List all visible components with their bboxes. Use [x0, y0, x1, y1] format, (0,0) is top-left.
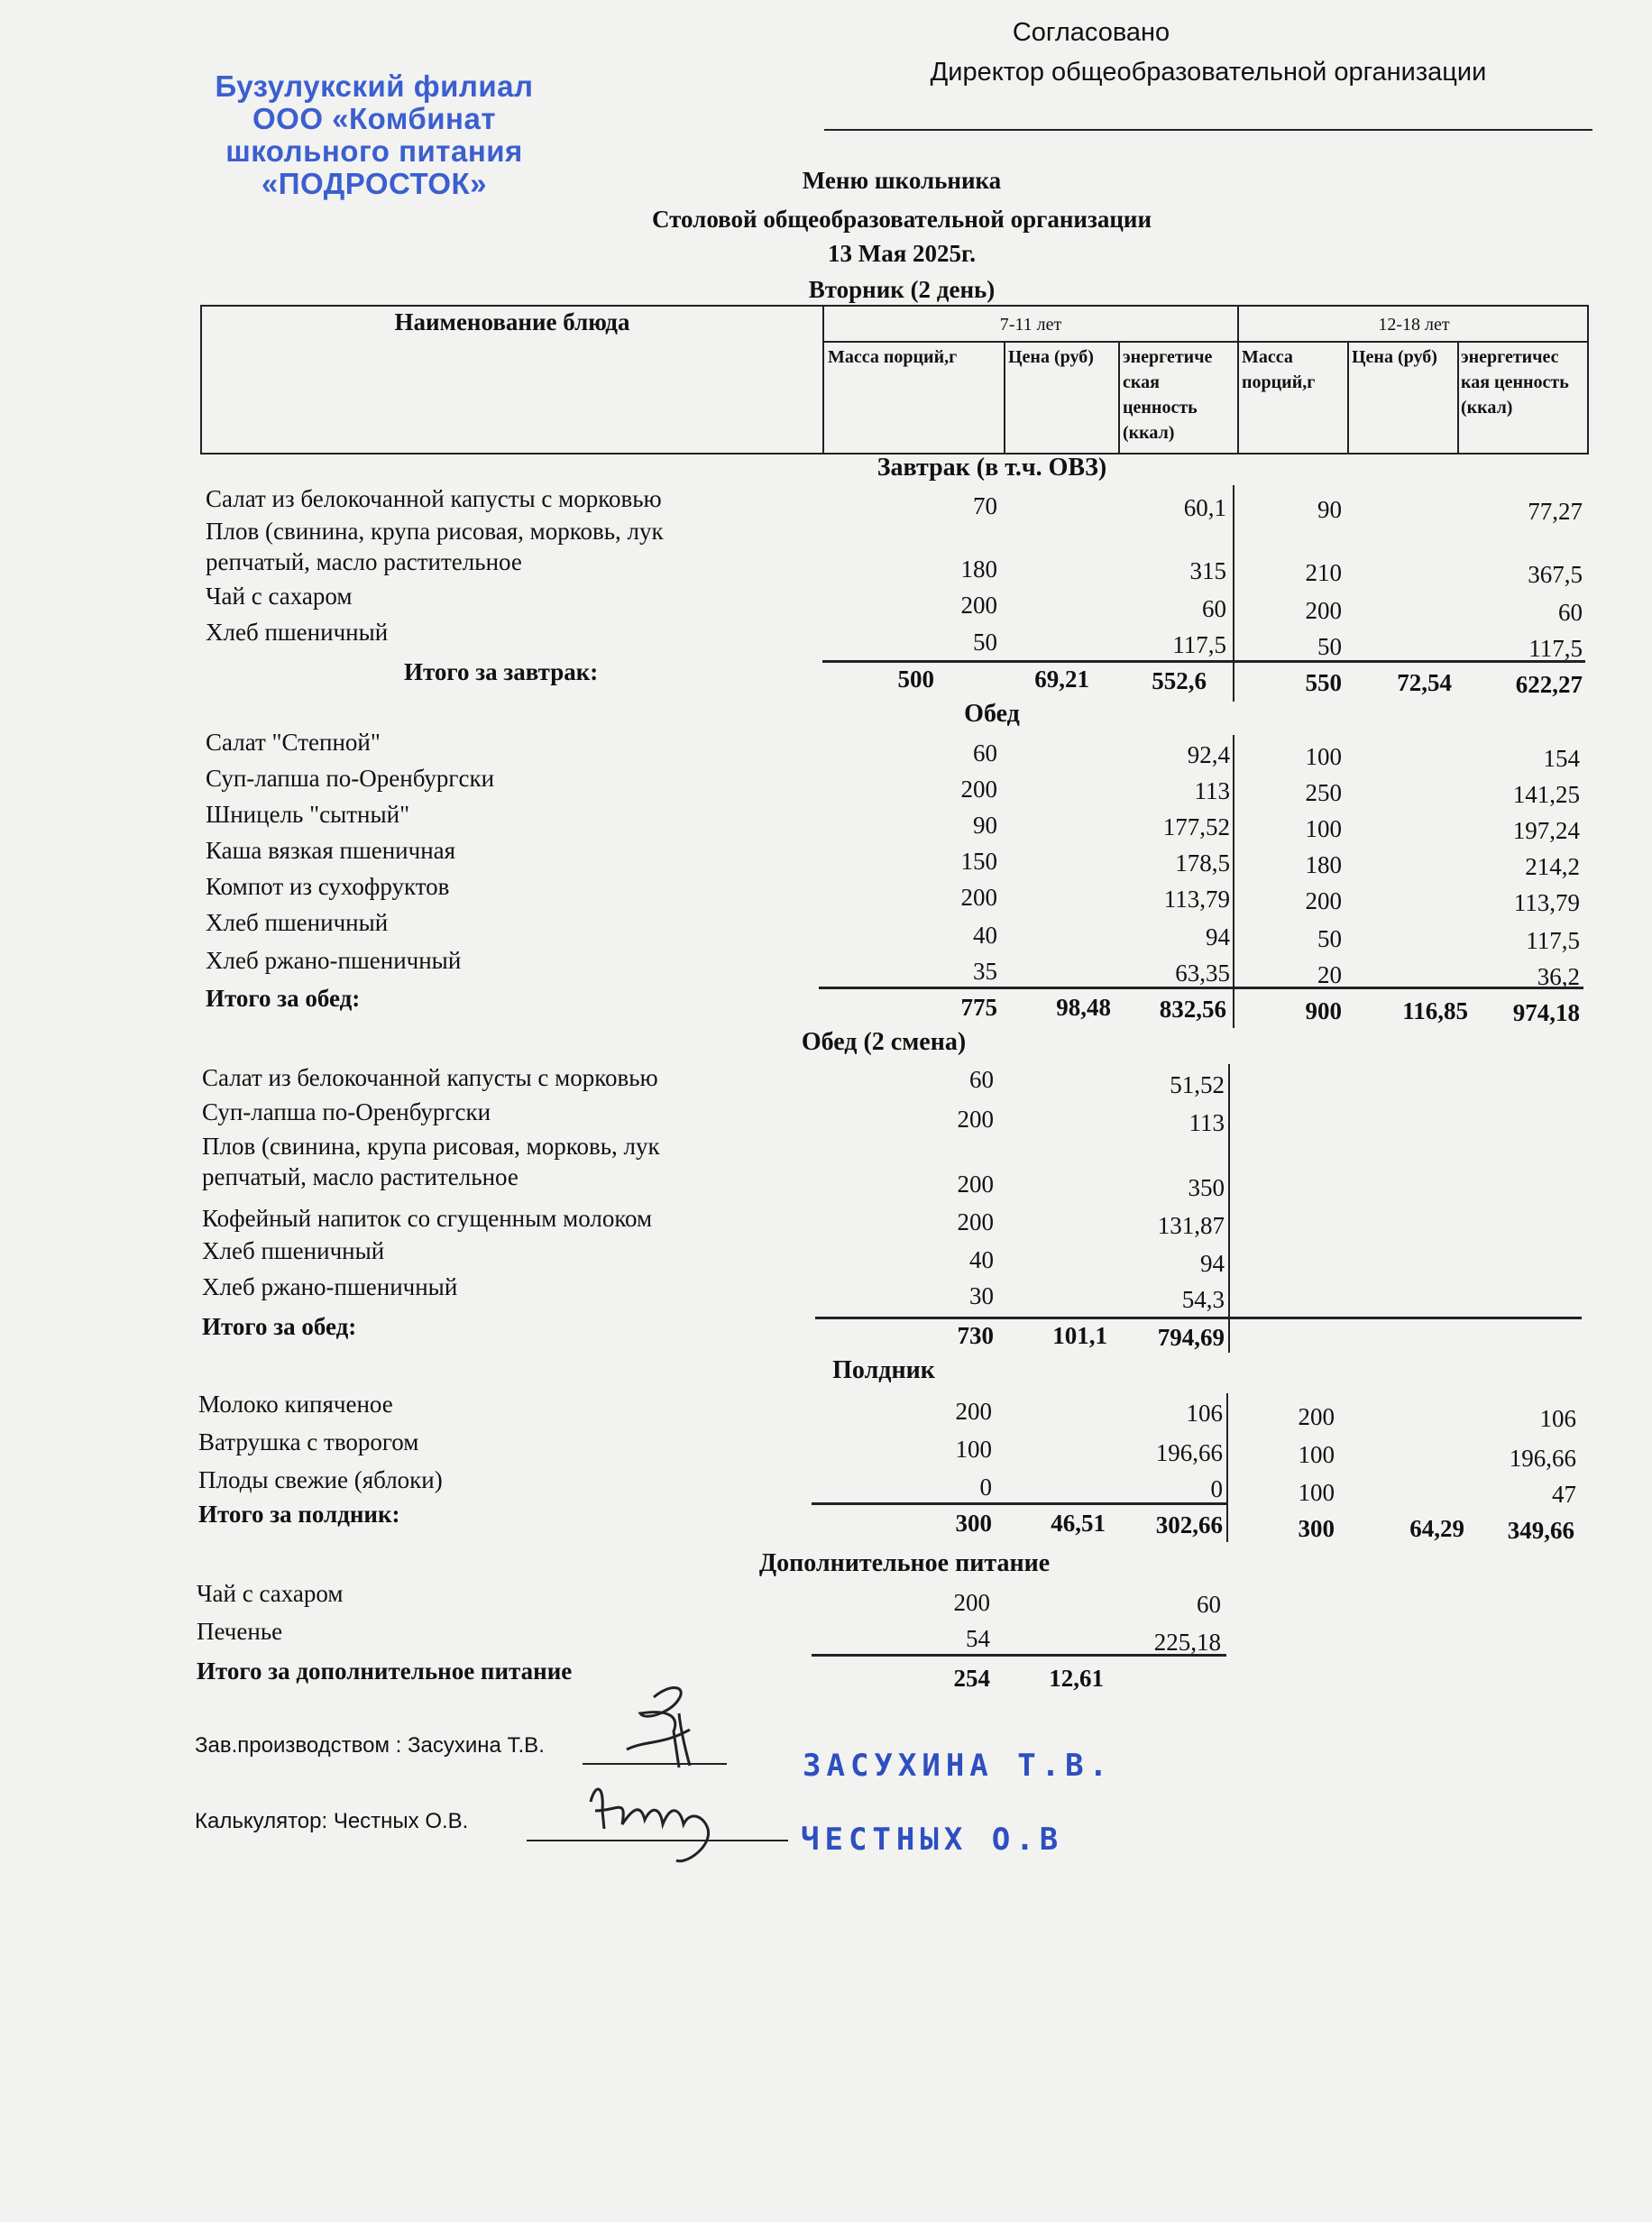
header-energy-1: энергетиче ская ценность (ккал): [1123, 347, 1213, 443]
total-mass-7-11: 254: [953, 1665, 990, 1692]
production-manager-signature: [591, 1677, 726, 1777]
dish-name: Плоды свежие (яблоки): [198, 1466, 443, 1493]
dish-name: Салат из белокочанной капусты с морковью: [202, 1064, 658, 1091]
total-price-12-18: 72,54: [1397, 669, 1452, 696]
section-breakfast: Завтрак (в т.ч. ОВЗ): [876, 454, 1107, 482]
energy-7-11: 60,1: [1183, 494, 1226, 521]
mass-7-11: 54: [966, 1625, 990, 1652]
energy-12-18: 154: [1543, 745, 1580, 772]
section-lunch: Обед: [964, 700, 1020, 728]
energy-7-11: 106: [1186, 1400, 1223, 1427]
mass-12-18: 250: [1305, 779, 1342, 806]
energy-7-11: 54,3: [1181, 1286, 1225, 1313]
energy-12-18: 77,27: [1528, 498, 1583, 525]
mass-7-11: 180: [960, 556, 997, 583]
header-energy-2: энергетичес кая ценность (ккал): [1461, 347, 1569, 418]
dish-name-cont: репчатый, масло растительное: [202, 1163, 519, 1190]
total-price-7-11: 69,21: [1034, 666, 1089, 693]
dish-name: Салат "Степной": [206, 729, 381, 756]
energy-7-11: 51,52: [1170, 1071, 1225, 1098]
stamp-line-2: ООО «Комбинат: [252, 102, 496, 135]
menu-subtitle: Столовой общеобразовательной организации: [651, 206, 1152, 233]
energy-12-18: 36,2: [1537, 963, 1580, 990]
energy-12-18: 117,5: [1528, 635, 1583, 662]
production-manager-label: Зав.производством : Засухина Т.В.: [195, 1733, 545, 1758]
menu-day: Вторник (2 день): [808, 276, 996, 303]
energy-12-18: 47: [1552, 1481, 1576, 1508]
approval-title: Согласовано: [1012, 18, 1170, 47]
mass-7-11: 30: [969, 1282, 994, 1309]
total-price-12-18: 64,29: [1409, 1515, 1464, 1542]
dish-name: Плов (свинина, крупа рисовая, морковь, лук: [202, 1133, 660, 1160]
mass-7-11: 60: [973, 739, 997, 767]
menu-header-table: [200, 305, 1589, 454]
header-price-1: Цена (руб): [1008, 347, 1094, 367]
mass-12-18: 200: [1305, 597, 1342, 624]
mass-7-11: 200: [953, 1589, 990, 1616]
lunch2-column-divider: [1228, 1064, 1230, 1353]
energy-7-11: 63,35: [1175, 960, 1230, 987]
dish-name: Компот из сухофруктов: [206, 873, 450, 900]
total-energy-12-18: 349,66: [1507, 1517, 1574, 1544]
mass-7-11: 70: [973, 492, 997, 519]
energy-12-18: 196,66: [1509, 1445, 1576, 1472]
header-dish-name: Наименование блюда: [394, 308, 630, 335]
dish-name: Печенье: [197, 1618, 283, 1645]
dish-name: Плов (свинина, крупа рисовая, морковь, лук: [206, 518, 664, 545]
total-mass-7-11: 730: [957, 1322, 994, 1349]
dish-name: Хлеб пшеничный: [206, 619, 389, 646]
energy-7-11: 350: [1188, 1174, 1225, 1201]
mass-7-11: 200: [957, 1208, 994, 1235]
energy-7-11: 196,66: [1155, 1439, 1223, 1466]
total-energy-7-11: 552,6: [1152, 667, 1207, 694]
dish-name: Суп-лапша по-Оренбургски: [206, 765, 495, 792]
approval-signature-line: [824, 129, 1592, 131]
mass-7-11: 200: [955, 1398, 992, 1425]
energy-12-18: 367,5: [1528, 561, 1583, 588]
mass-12-18: 180: [1305, 851, 1342, 878]
total-price-7-11: 46,51: [1051, 1510, 1106, 1537]
total-price-7-11: 101,1: [1052, 1322, 1107, 1349]
dish-name: Каша вязкая пшеничная: [206, 837, 456, 864]
mass-12-18: 100: [1305, 743, 1342, 770]
breakfast-column-divider: [1233, 485, 1234, 702]
calculator-stamp: ЧЕСТНЫХ О.В: [801, 1822, 1064, 1858]
calculator-signature: [577, 1775, 757, 1874]
dish-name: Кофейный напиток со сгущенным молоком: [202, 1205, 653, 1232]
mass-7-11: 40: [973, 922, 997, 949]
total-label: Итого за обед:: [202, 1313, 357, 1340]
energy-12-18: 113,79: [1513, 889, 1580, 916]
total-label: Итого за дополнительное питание: [197, 1657, 573, 1685]
menu-date: 13 Мая 2025г.: [827, 240, 977, 267]
lunch-column-divider: [1233, 735, 1234, 1028]
mass-7-11: 60: [969, 1066, 994, 1093]
mass-12-18: 20: [1317, 961, 1342, 988]
total-price-7-11: 12,61: [1049, 1665, 1104, 1692]
stamp-line-4: «ПОДРОСТОК»: [261, 167, 488, 200]
energy-7-11: 177,52: [1162, 813, 1230, 840]
mass-12-18: 200: [1305, 887, 1342, 914]
dish-name: Чай с сахаром: [197, 1580, 344, 1607]
energy-12-18: 197,24: [1512, 817, 1580, 844]
mass-7-11: 200: [957, 1106, 994, 1133]
mass-12-18: 90: [1317, 496, 1342, 523]
dish-name: Хлеб ржано-пшеничный: [202, 1273, 458, 1300]
section-snack: Полдник: [832, 1356, 935, 1384]
dish-name: Хлеб пшеничный: [206, 909, 389, 936]
extra-total-rule: [812, 1654, 1226, 1657]
dish-name: Суп-лапша по-Оренбургски: [202, 1098, 491, 1125]
energy-7-11: 117,5: [1172, 631, 1226, 658]
total-energy-12-18: 622,27: [1515, 671, 1583, 698]
total-energy-7-11: 832,56: [1159, 996, 1226, 1023]
energy-12-18: 60: [1558, 599, 1583, 626]
production-manager-stamp: ЗАСУХИНА Т.В.: [803, 1748, 1114, 1784]
energy-12-18: 214,2: [1525, 853, 1580, 880]
energy-12-18: 106: [1539, 1405, 1576, 1432]
dish-name: Шницель "сытный": [206, 801, 410, 828]
total-energy-12-18: 974,18: [1512, 999, 1580, 1026]
mass-7-11: 200: [960, 592, 997, 619]
mass-7-11: 35: [973, 958, 997, 985]
snack-column-divider: [1226, 1393, 1228, 1542]
header-mass-1: Масса порций,г: [828, 347, 958, 367]
mass-12-18: 50: [1317, 925, 1342, 952]
dish-name: Салат из белокочанной капусты с морковью: [206, 485, 662, 512]
mass-7-11: 150: [960, 848, 997, 875]
total-energy-7-11: 302,66: [1155, 1511, 1223, 1538]
dish-name-cont: репчатый, масло растительное: [206, 548, 522, 575]
header-age-7-11: 7-11 лет: [999, 315, 1062, 335]
mass-7-11: 200: [957, 1171, 994, 1198]
stamp-line-3: школьного питания: [225, 134, 523, 168]
total-price-7-11: 98,48: [1056, 994, 1111, 1021]
total-energy-7-11: 794,69: [1157, 1324, 1225, 1351]
dish-name: Чай с сахаром: [206, 583, 353, 610]
energy-7-11: 60: [1197, 1591, 1221, 1618]
dish-name: Молоко кипяченое: [198, 1391, 393, 1418]
snack-total-rule: [812, 1502, 1226, 1505]
energy-7-11: 60: [1202, 595, 1226, 622]
energy-7-11: 92,4: [1187, 741, 1230, 768]
mass-7-11: 90: [973, 812, 997, 839]
mass-12-18: 50: [1317, 633, 1342, 660]
energy-12-18: 141,25: [1512, 781, 1580, 808]
mass-7-11: 200: [960, 884, 997, 911]
total-mass-12-18: 550: [1305, 669, 1342, 696]
lunch2-total-rule: [815, 1317, 1582, 1319]
energy-7-11: 113: [1189, 1109, 1225, 1136]
energy-7-11: 94: [1206, 923, 1230, 950]
section-lunch-2nd-shift: Обед (2 смена): [801, 1028, 967, 1056]
mass-7-11: 50: [973, 629, 997, 656]
mass-12-18: 210: [1305, 559, 1342, 586]
approval-director: Директор общеобразовательной организации: [930, 58, 1487, 87]
calculator-label: Калькулятор: Честных О.В.: [195, 1809, 469, 1833]
dish-name: Ватрушка с творогом: [198, 1428, 419, 1455]
total-mass-7-11: 300: [955, 1510, 992, 1537]
energy-7-11: 0: [1210, 1475, 1223, 1502]
total-label: Итого за полдник:: [198, 1501, 400, 1528]
header-age-12-18: 12-18 лет: [1378, 315, 1450, 335]
lunch-total-rule: [819, 987, 1583, 989]
mass-7-11: 200: [960, 776, 997, 803]
menu-title: Меню школьника: [802, 167, 1002, 194]
dish-name: Хлеб ржано-пшеничный: [206, 947, 462, 974]
stamp-line-1: Бузулукский филиал: [215, 69, 534, 103]
energy-12-18: 117,5: [1526, 927, 1580, 954]
header-price-2: Цена (руб): [1352, 347, 1437, 367]
energy-7-11: 315: [1189, 557, 1226, 584]
mass-7-11: 0: [979, 1474, 992, 1501]
mass-12-18: 200: [1298, 1403, 1335, 1430]
section-extra: Дополнительное питание: [758, 1549, 1051, 1577]
mass-12-18: 100: [1298, 1479, 1335, 1506]
total-mass-12-18: 900: [1305, 997, 1342, 1024]
mass-12-18: 100: [1298, 1441, 1335, 1468]
header-mass-2: Масса порций,г: [1242, 347, 1316, 392]
total-label: Итого за завтрак:: [404, 658, 599, 685]
total-mass-7-11: 500: [897, 666, 934, 693]
total-mass-12-18: 300: [1298, 1515, 1335, 1542]
mass-12-18: 100: [1305, 815, 1342, 842]
energy-7-11: 113,79: [1163, 886, 1230, 913]
total-price-12-18: 116,85: [1402, 997, 1468, 1024]
dish-name: Хлеб пшеничный: [202, 1237, 385, 1264]
mass-7-11: 100: [955, 1436, 992, 1463]
energy-7-11: 113: [1194, 777, 1230, 804]
energy-7-11: 178,5: [1175, 849, 1230, 877]
energy-7-11: 94: [1200, 1250, 1225, 1277]
total-label: Итого за обед:: [206, 985, 361, 1012]
energy-7-11: 225,18: [1153, 1629, 1221, 1656]
energy-7-11: 131,87: [1157, 1212, 1225, 1239]
mass-7-11: 40: [969, 1246, 994, 1273]
total-mass-7-11: 775: [960, 994, 997, 1021]
breakfast-total-rule: [822, 660, 1585, 663]
